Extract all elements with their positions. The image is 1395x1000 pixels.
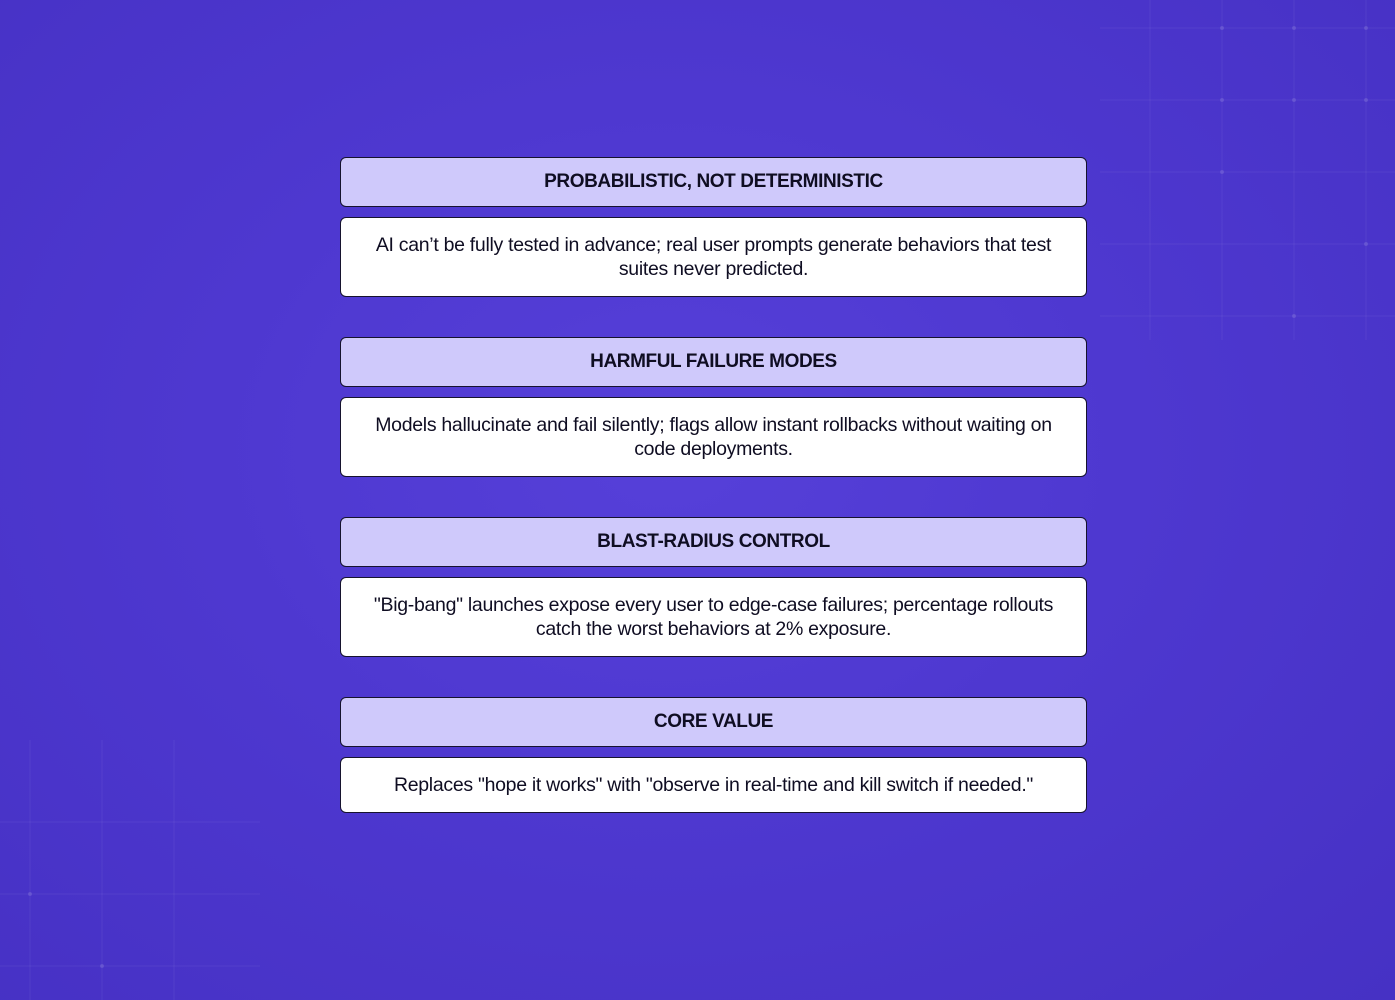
- section-core-value: [340, 697, 1087, 813]
- section-blast-radius-control: [340, 517, 1087, 657]
- section-text: Replaces "hope it works" with "observe in real-time and kill switch if needed.": [340, 757, 1087, 813]
- section-probabilistic: [340, 157, 1087, 297]
- section-title: HARMFUL FAILURE MODES: [340, 337, 1087, 387]
- feature-stack: [340, 157, 1087, 813]
- section-title: CORE VALUE: [340, 697, 1087, 747]
- section-harmful-failure-modes: [340, 337, 1087, 477]
- section-title: PROBABILISTIC, NOT DETERMINISTIC: [340, 157, 1087, 207]
- section-title: BLAST-RADIUS CONTROL: [340, 517, 1087, 567]
- section-text: Models hallucinate and fail silently; flags allow instant rollbacks without waiting on code deployments.: [340, 397, 1087, 477]
- section-text: "Big-bang" launches expose every user to edge-case failures; percentage rollouts catch the worst behaviors at 2% exposure.: [340, 577, 1087, 657]
- section-text: AI can’t be fully tested in advance; real user prompts generate behaviors that test suites never predicted.: [340, 217, 1087, 297]
